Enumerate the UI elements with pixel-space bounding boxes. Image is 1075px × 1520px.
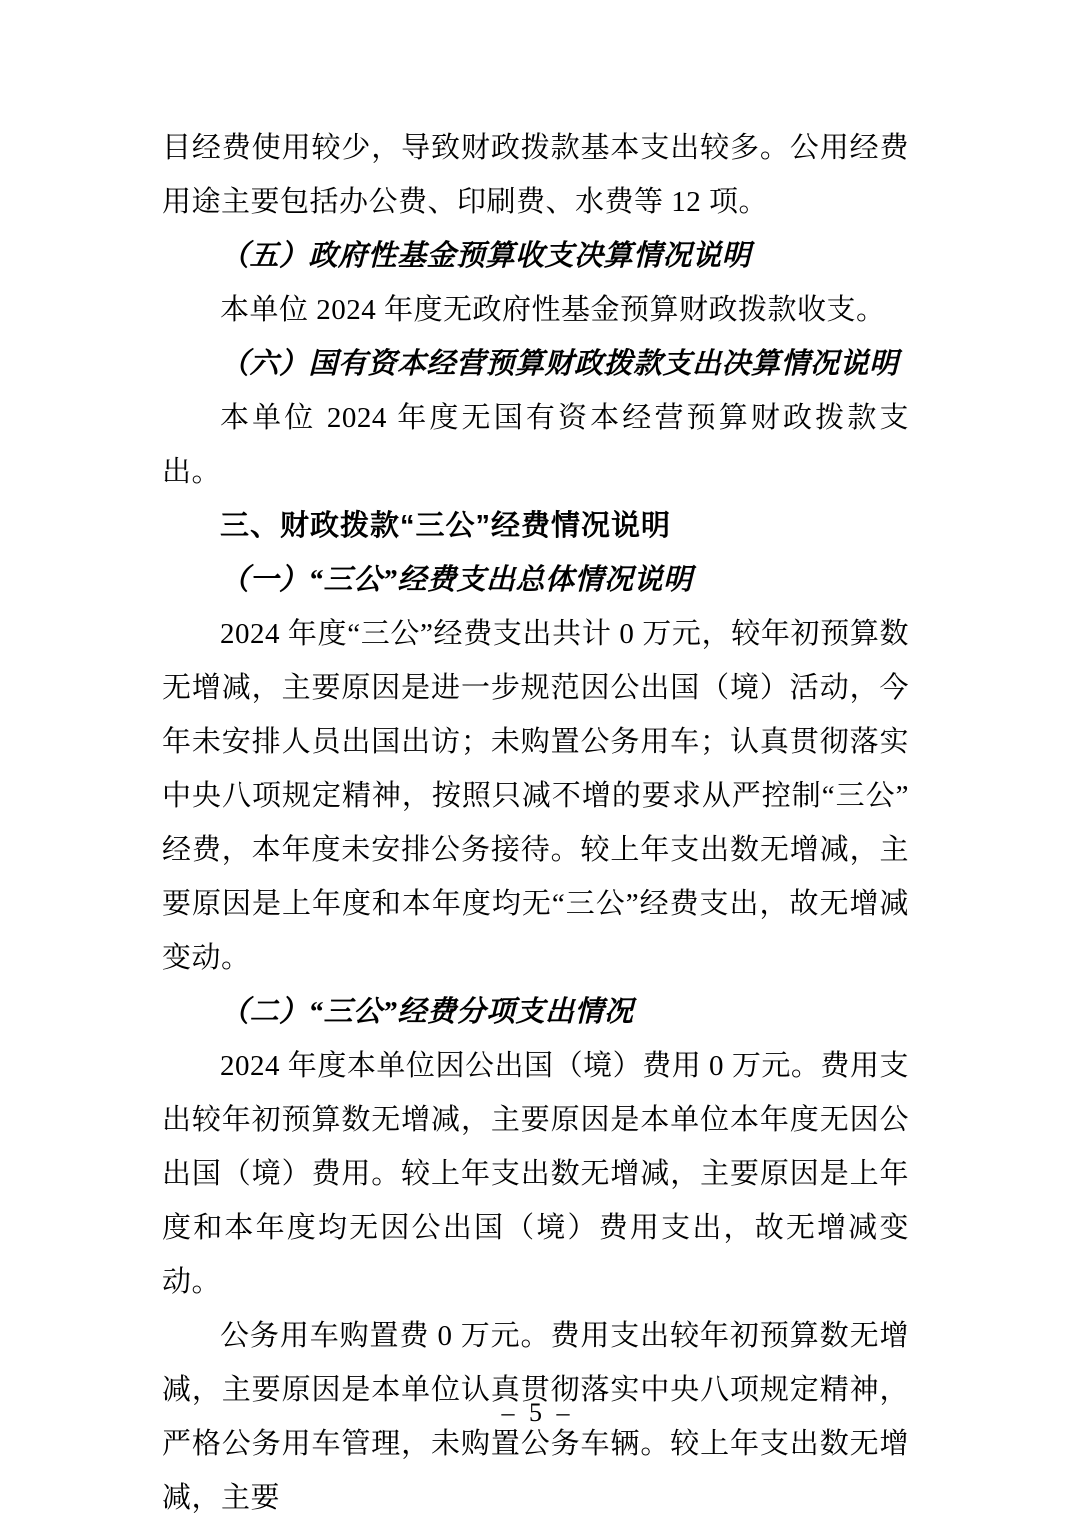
para-no-state-capital-budget: 本单位 2024 年度无国有资本经营预算财政拨款支出。 (162, 402, 909, 488)
document-body (162, 121, 909, 1520)
para-basic-expense-continuation: 目经费使用较少，导致财政拨款基本支出较多。公用经费用途主要包括办公费、印刷费、水费等 12 项。 (162, 132, 909, 218)
heading-section-6-state-capital-budget: （六）国有资本经营预算财政拨款支出决算情况说明 (220, 348, 899, 380)
heading-part-3-three-public-funds: 三、财政拨款“三公”经费情况说明 (220, 510, 672, 542)
heading-section-2-three-public-itemized: （二）“三公”经费分项支出情况 (220, 996, 634, 1028)
para-official-vehicle-purchase: 公务用车购置费 0 万元。费用支出较年初预算数无增减，主要原因是本单位认真贯彻落实中央八项规定精神，严格公务用车管理，未购置公务车辆。较上年支出数无增减，主要 (162, 1320, 909, 1514)
para-no-gov-fund-budget: 本单位 2024 年度无政府性基金预算财政拨款收支。 (220, 294, 886, 326)
para-three-public-overall: 2024 年度“三公”经费支出共计 0 万元，较年初预算数无增减，主要原因是进一步规范因公出国（境）活动，今年未安排人员出国出访；未购置公务用车；认真贯彻落实中央八项规定精神，按照只减不增的要求从严控制“三公”经费，本年度未安排公务接待。较上年支出数无增减，主要原因是上年度和本年度均无“三公”经费支出，故无增减变动。 (162, 618, 909, 974)
heading-section-5-gov-fund-budget: （五）政府性基金预算收支决算情况说明 (220, 240, 752, 272)
page-number: – 5 – (501, 1398, 574, 1427)
page-footer (0, 1396, 1075, 1430)
heading-section-1-three-public-overall: （一）“三公”经费支出总体情况说明 (220, 564, 693, 596)
para-overseas-travel-expense: 2024 年度本单位因公出国（境）费用 0 万元。费用支出较年初预算数无增减，主要原因是本单位本年度无因公出国（境）费用。较上年支出数无增减，主要原因是上年度和本年度均无因公出国（境）费用支出，故无增减变动。 (162, 1050, 909, 1298)
